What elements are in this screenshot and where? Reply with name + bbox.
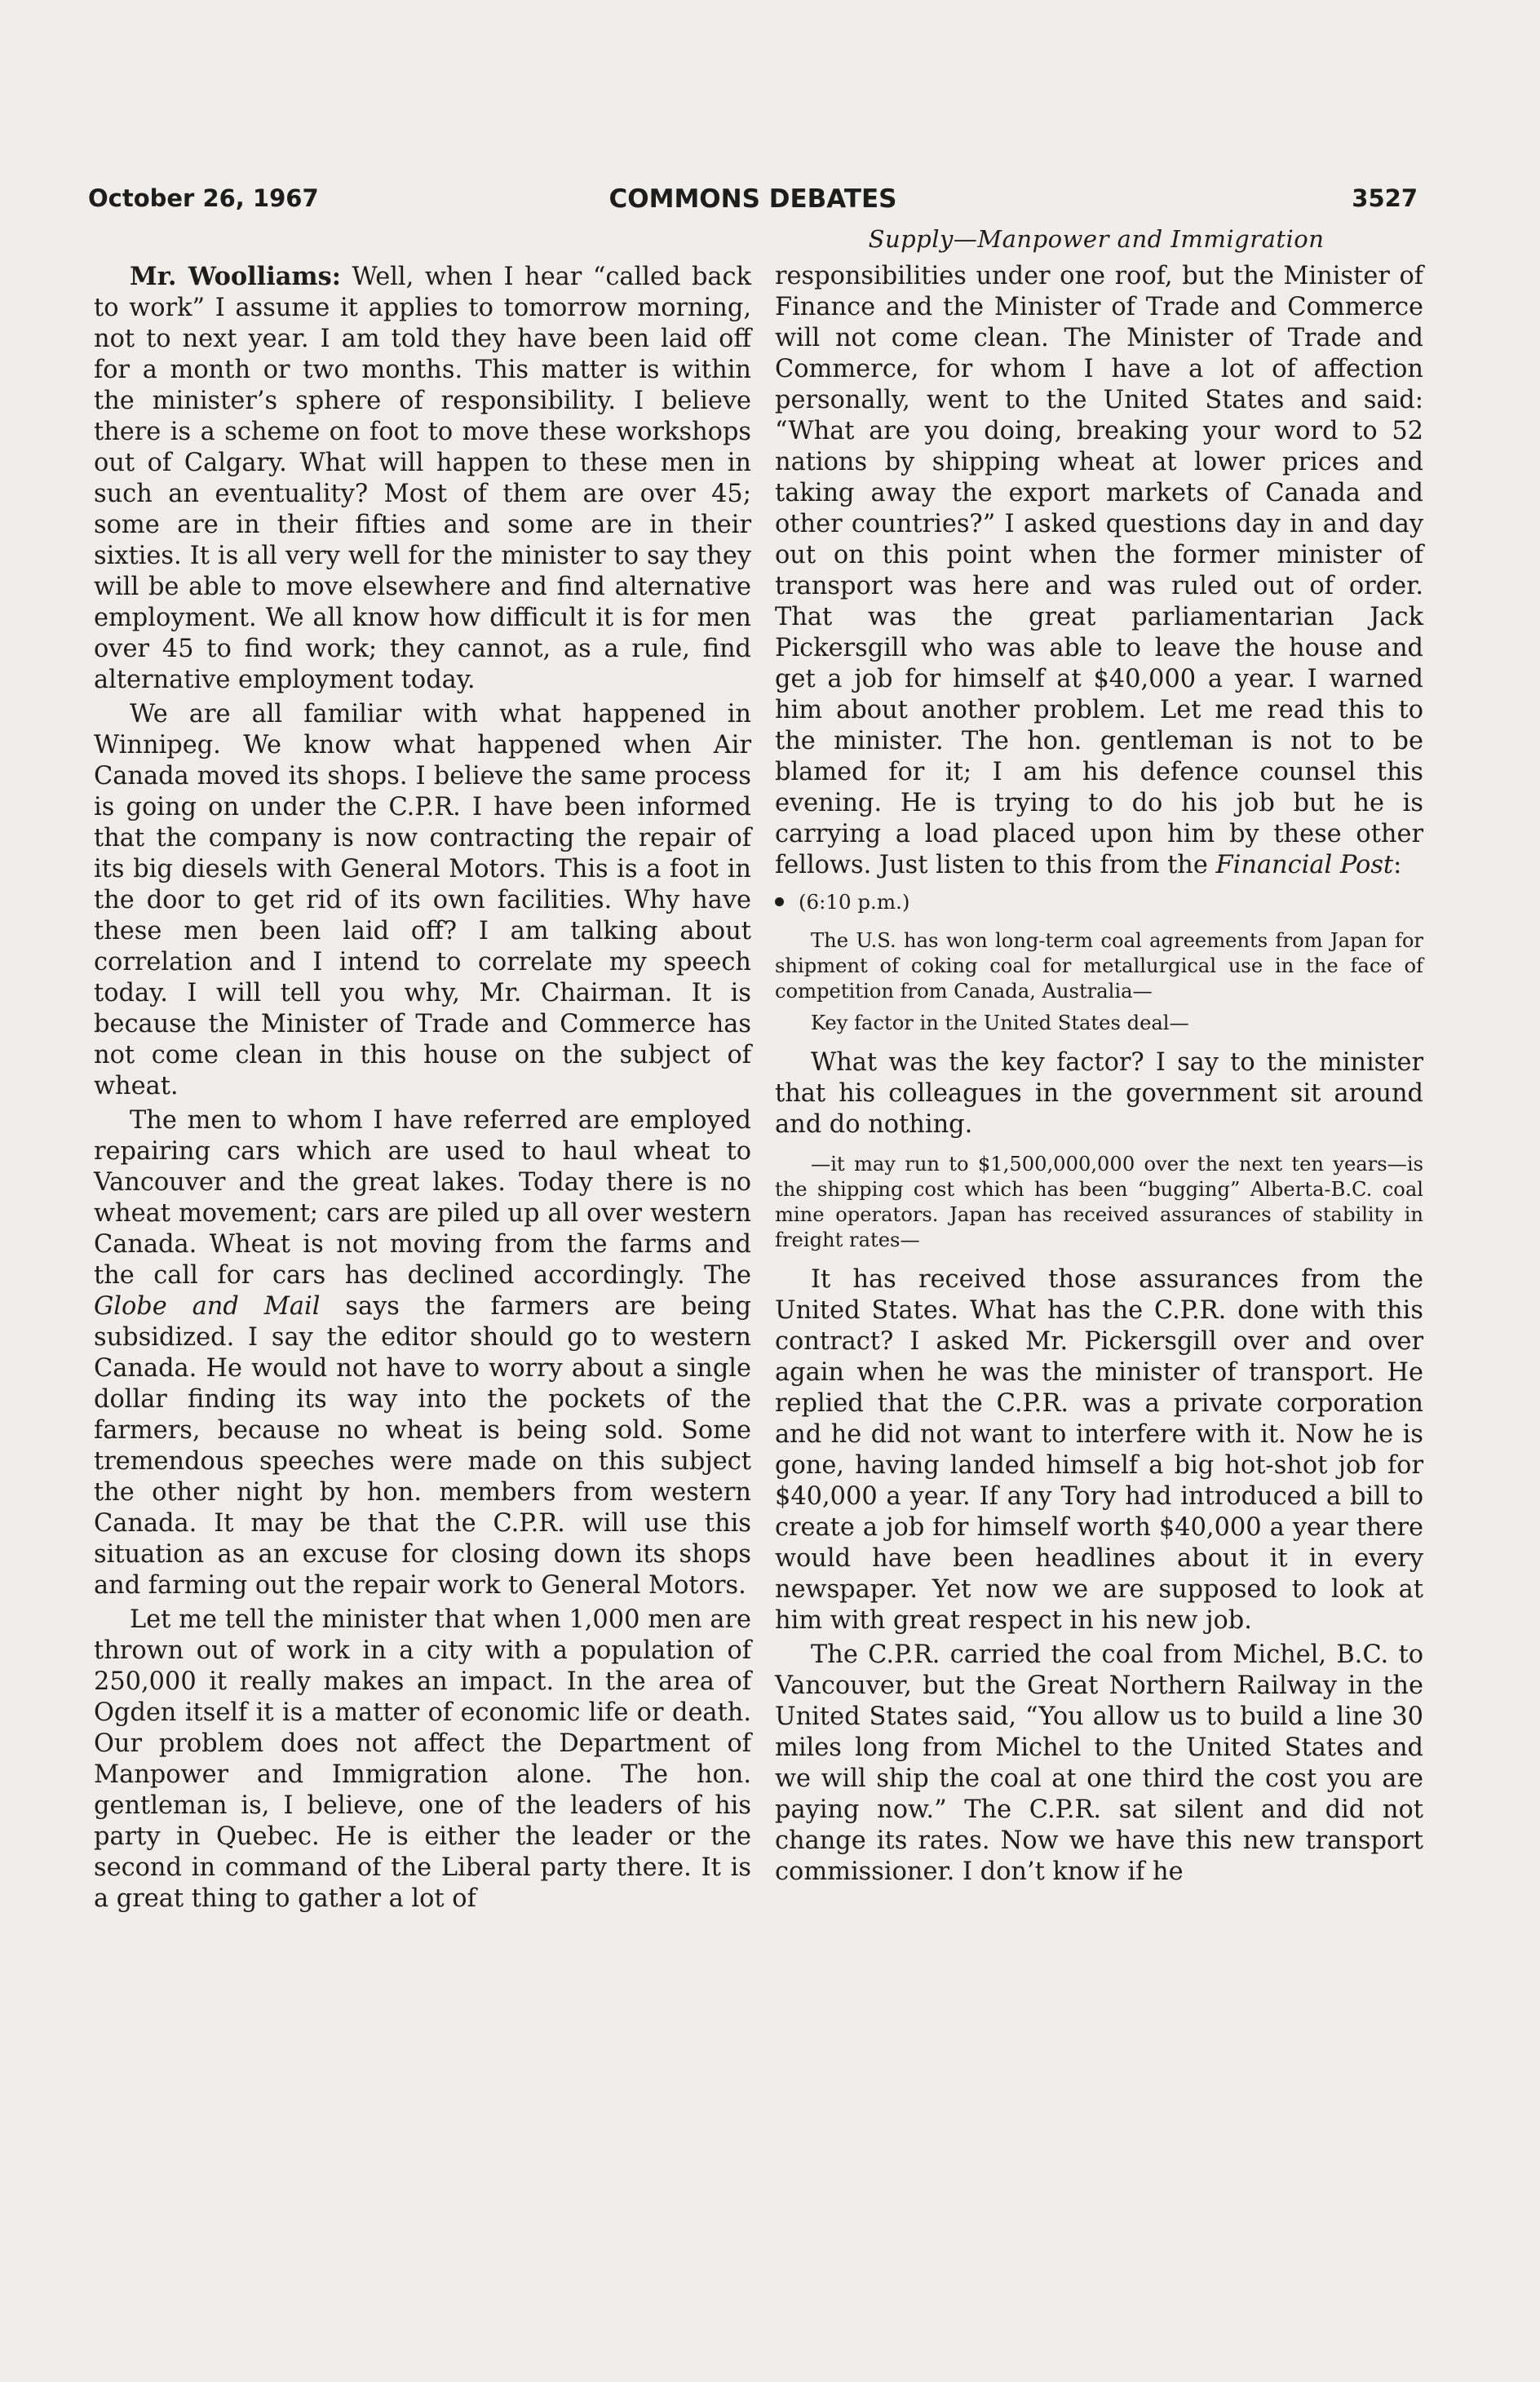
left-column — [94, 261, 751, 1918]
paragraph-text: : — [1393, 851, 1402, 879]
paragraph: The C.P.R. carried the coal from Michel, B.C. to Vancouver, but the Great Northern Railway in the United States said, “You allow us to build a line 30 miles long from Michel to the United States and we will ship the coal at one third the cost you are paying now.” The C.P.R. sat silent and did not change its rates. Now we have this new transport commissioner. I don’t know if he — [775, 1640, 1423, 1886]
block-quote — [775, 928, 1423, 1036]
paragraph-text: Well, when I hear “called back to work” I assume it applies to tomorrow morning, not to next year. I am told they have been laid off for a month or two months. This matter is within the minister’s sphere of responsibility. I believe there is a scheme on foot to move these workshops out of Calgary. What will happen to these men in such an eventuality? Most of them are over 45; some are in their fifties and some are in their sixties. It is all very well for the minister to say they will be able to move elsewhere and find alternative employment. We all know how difficult it is for men over 45 to find work; they cannot, as a rule, find alternative employment today. — [94, 263, 751, 694]
quote-paragraph: Key factor in the United States deal— — [811, 1012, 1189, 1034]
paragraph: It has received those assurances from the United States. What has the C.P.R. done with this contract? I asked Mr. Pickersgill over and over again when he was the minister of transport. He replied that the C.P.R. was a private corporation and he did not want to interfere with it. Now he is gone, having landed himself a big hot-shot job for $40,000 a year. If any Tory had introduced a bill to create a job for himself worth $40,000 a year there would have been headlines about it in every newspaper. Yet now we are supposed to look at him with great respect in his new job. — [775, 1265, 1423, 1635]
paragraph: What was the key factor? I say to the minister that his colleagues in the government sit around and do nothing. — [775, 1048, 1423, 1139]
paragraph — [94, 261, 751, 696]
page-number: 3527 — [1352, 184, 1418, 212]
paragraph-text: responsibilities under one roof, but the Minister of Finance and the Minister of Trade and Commerce will not come clean. The Minister of Trade and Commerce, for whom I have a lot of affection personally, went to the United States and said: “What are you doing, breaking your word to 52 nations by shipping wheat at lower prices and taking away the export markets of Canada and other countries?” I asked questions day in and day out on this point when the former minister of transport was here and was ruled out of order. That was the great parliamentarian Jack Pickersgill who was able to leave the house and get a job for himself at $40,000 a year. I warned him about another problem. Let me read this to the minister. The hon. gentleman is not to be blamed for it; I am his defence counsel this evening. He is trying to do his job but he is carrying a load placed upon him by these other fellows. Just listen to this from the — [775, 262, 1423, 879]
journal-title: COMMONS DEBATES — [608, 184, 897, 214]
speaker-name: Mr. Woolliams: — [130, 262, 341, 291]
page-date: October 26, 1967 — [88, 184, 319, 212]
quote-paragraph: —it may run to $1,500,000,000 over the next ten years—is the shipping cost which has been “bugging” Alberta-B.C. coal mine operators. Japan has received assurances of stability in freight rates— — [775, 1153, 1423, 1251]
quote-paragraph: The U.S. has won long-term coal agreements from Japan for shipment of coking coal for metallurgical use in the face of competition from Canada, Australia— — [775, 929, 1423, 1003]
publication-title: Financial Post — [1215, 851, 1394, 879]
time-stamp — [775, 888, 1423, 917]
paragraph: Let me tell the minister that when 1,000 men are thrown out of work in a city with a population of 250,000 it really makes an impact. In the area of Ogden itself it is a matter of economic life or death. Our problem does not affect the Department of Manpower and Immigration alone. The hon. gentleman is, I believe, one of the leaders of his party in Quebec. He is either the leader or the second in command of the Liberal party there. It is a great thing to gather a lot of — [94, 1605, 751, 1913]
paragraph-text: The men to whom I have referred are employed repairing cars which are used to haul wheat to Vancouver and the great lakes. Today there is no wheat movement; cars are piled up all over western Canada. Wheat is not moving from the farms and the call for cars has declined accordingly. The — [94, 1106, 751, 1290]
paragraph-text: says the farmers are being subsidized. I say the editor should go to western Canada. He would not have to worry about a single dollar finding its way into the pockets of the farmers, because no wheat is being sold. Some tremendous speeches were made on this subject the other night by hon. members from western Canada. It may be that the C.P.R. will use this situation as an excuse for closing down its shops and farming out the repair work to General Motors. — [94, 1292, 751, 1600]
right-column — [775, 261, 1423, 1891]
section-heading: Supply—Manpower and Immigration — [868, 225, 1325, 253]
paragraph — [775, 261, 1423, 881]
bullet-icon — [775, 897, 784, 906]
paragraph: We are all familiar with what happened in Winnipeg. We know what happened when Air Canada moved its shops. I believe the same process is going on under the C.P.R. I have been informed that the company is now contracting the repair of its big diesels with General Motors. This is a foot in the door to get rid of its own facilities. Why have these men been laid off? I am talking about correlation and I intend to correlate my speech today. I will tell you why, Mr. Chairman. It is because the Minister of Trade and Commerce has not come clean in this house on the subject of wheat. — [94, 700, 751, 1100]
publication-title: Globe and Mail — [94, 1292, 321, 1321]
page-header — [88, 184, 1418, 225]
paragraph — [94, 1105, 751, 1601]
time-stamp-text: (6:10 p.m.) — [799, 890, 910, 914]
block-quote — [775, 1152, 1423, 1253]
